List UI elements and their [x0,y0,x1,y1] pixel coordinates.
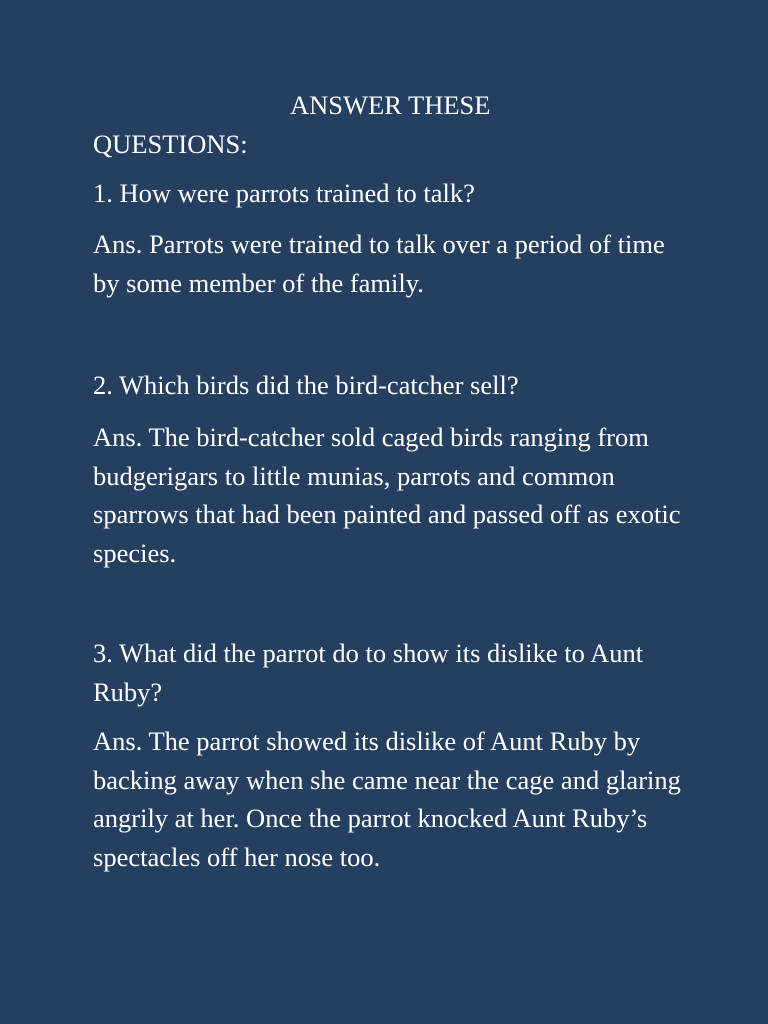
title-line-1: ANSWER THESE [290,90,491,120]
page-title [93,86,693,163]
question-1: 1. How were parrots trained to talk? [93,178,475,208]
question-3: 3. What did the parrot do to show its dislike to Aunt Ruby? [93,638,644,707]
title-line-2: QUESTIONS: [93,128,248,159]
answer-1: Ans. Parrots were trained to talk over a period of time by some member of the family. [93,229,665,298]
answer-2: Ans. The bird-catcher sold caged birds ranging from budgerigars to little munias, parrots and common sparrows that had been painted and passed off as exotic species. [93,422,681,568]
answer-3: Ans. The parrot showed its dislike of Aunt Ruby by backing away when she came near the cage and glaring angrily at her. Once the parrot knocked Aunt Ruby’s spectacles off her nose too. [93,726,681,872]
question-2: 2. Which birds did the bird-catcher sell? [93,370,519,400]
